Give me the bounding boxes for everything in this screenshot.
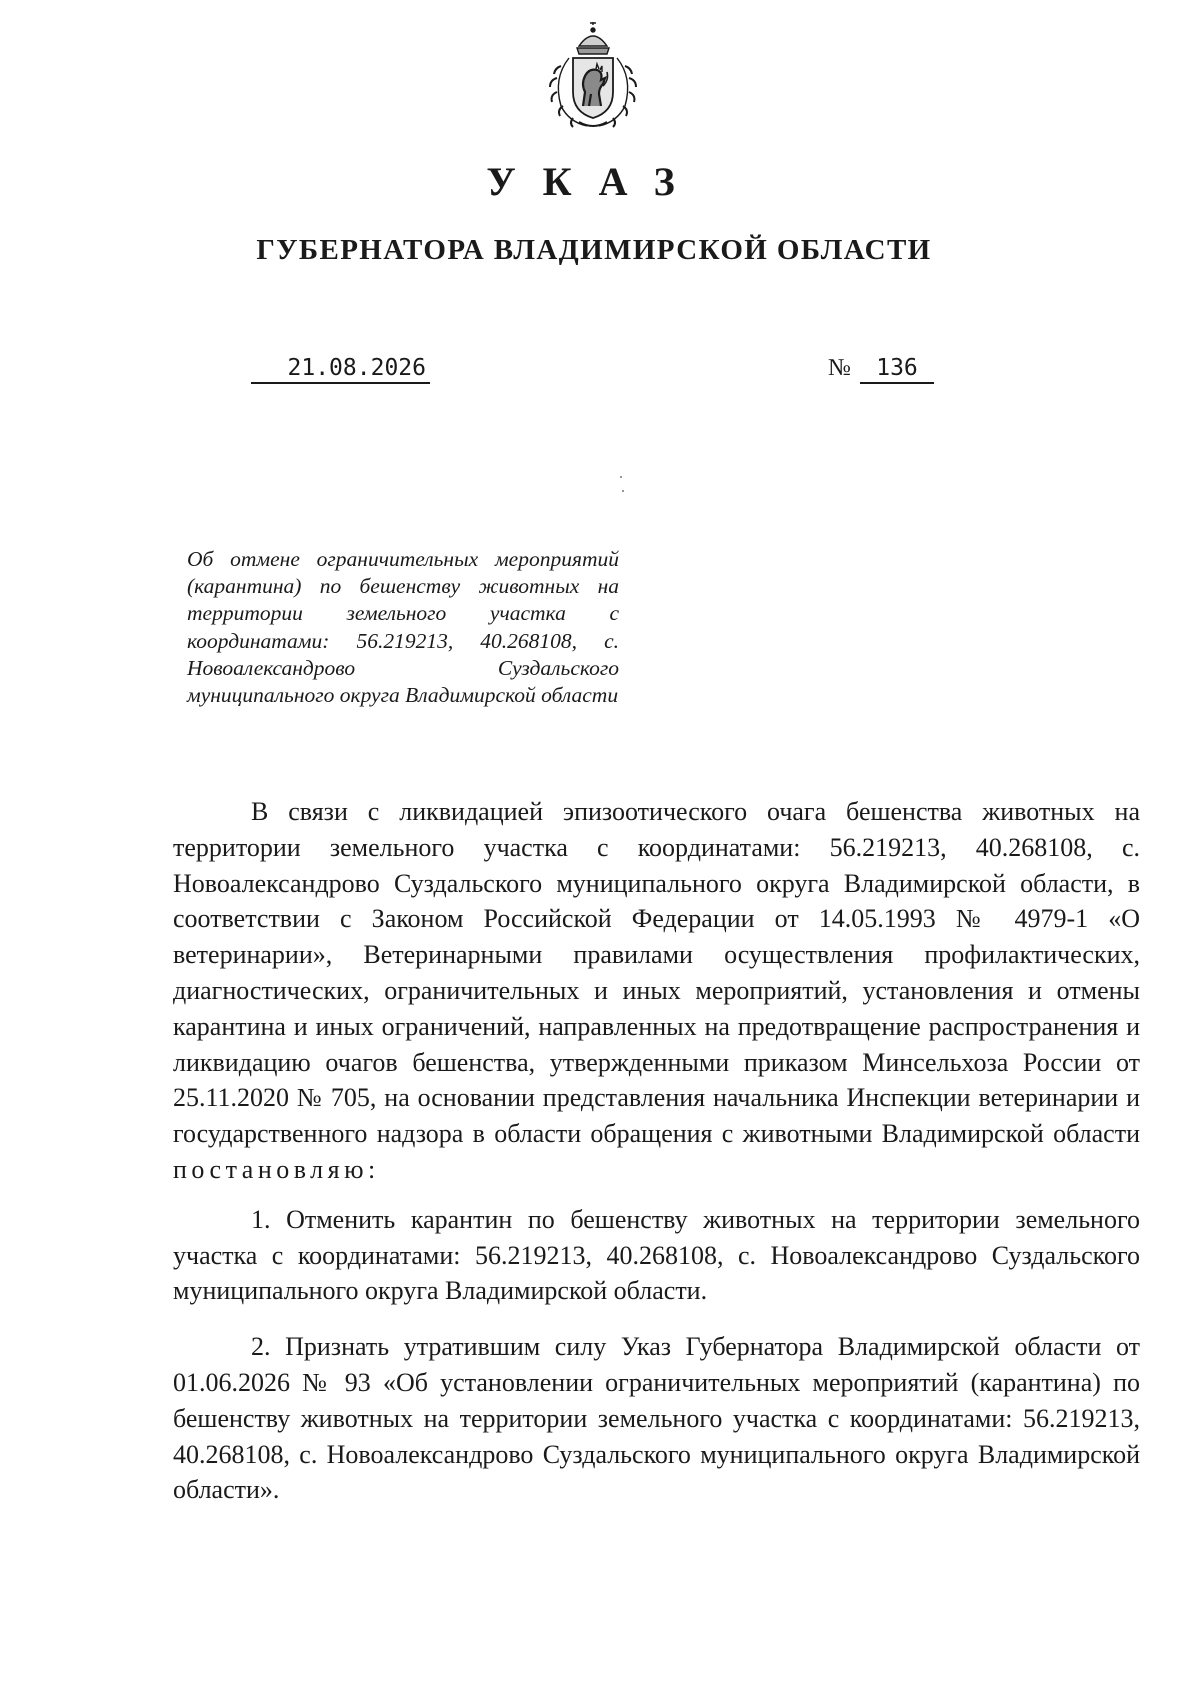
decree-body — [173, 794, 1140, 1508]
vladimir-oblast-coat-of-arms-icon — [539, 22, 647, 132]
issuer-title: ГУБЕРНАТОРА ВЛАДИМИРСКОЙ ОБЛАСТИ — [256, 234, 932, 266]
decree-date: 21.08.2026 — [251, 354, 430, 384]
resolves-word: постановляю: — [173, 1154, 380, 1184]
decree-number: 136 — [860, 354, 934, 384]
decree-item-1: 1. Отменить карантин по бешенству животных на территории земельного участка с координатами: 56.219213, 40.268108, с. Новоалександрово Суздальского муниципального округа Владимирской области. — [173, 1204, 1140, 1306]
scan-speck — [622, 490, 624, 492]
decree-item-2: 2. Признать утратившим силу Указ Губернатора Владимирской области от 01.06.2026 № 93 «Об установлении ограничительных мероприятий (карантина) по бешенству животных на территории земельного участка с координатами: 56.219213, 40.268108, с. Новоалександрово Суздальского муниципального округа Владимирской области». — [173, 1332, 1140, 1505]
number-sign: № — [828, 355, 851, 381]
scan-speck — [620, 476, 622, 478]
document-title: УКАЗ — [486, 159, 702, 204]
preamble-text: В связи с ликвидацией эпизоотического очага бешенства животных на территории земельного участка с координатами: 56.219213, 40.268108, с. Новоалександрово Суздальского муниципального округа Владимирской области, в соответствии с Законом Российской Федерации от 14.05.1993 № 4979-1 «О ветеринарии», Ветеринарными правилами осуществления профилактических, диагностических, ограничительных и иных мероприятий, установления и отмены карантина и иных ограничений, направленных на предотвращение распространения и ликвидацию очагов бешенства, утвержденными приказом Минсельхоза России от 25.11.2020 № 705, на основании представления начальника Инспекции ветеринарии и государственного надзора в области обращения с животными Владимирской области — [173, 797, 1140, 1149]
preamble-paragraph — [173, 794, 1140, 1188]
decree-subject: Об отмене ограничительных мероприятий (карантина) по бешенству животных на территории земельного участка с координатами: 56.219213, 40.268108, с. Новоалександрово Суздальского муниципального округа Владимирской области — [187, 547, 619, 708]
